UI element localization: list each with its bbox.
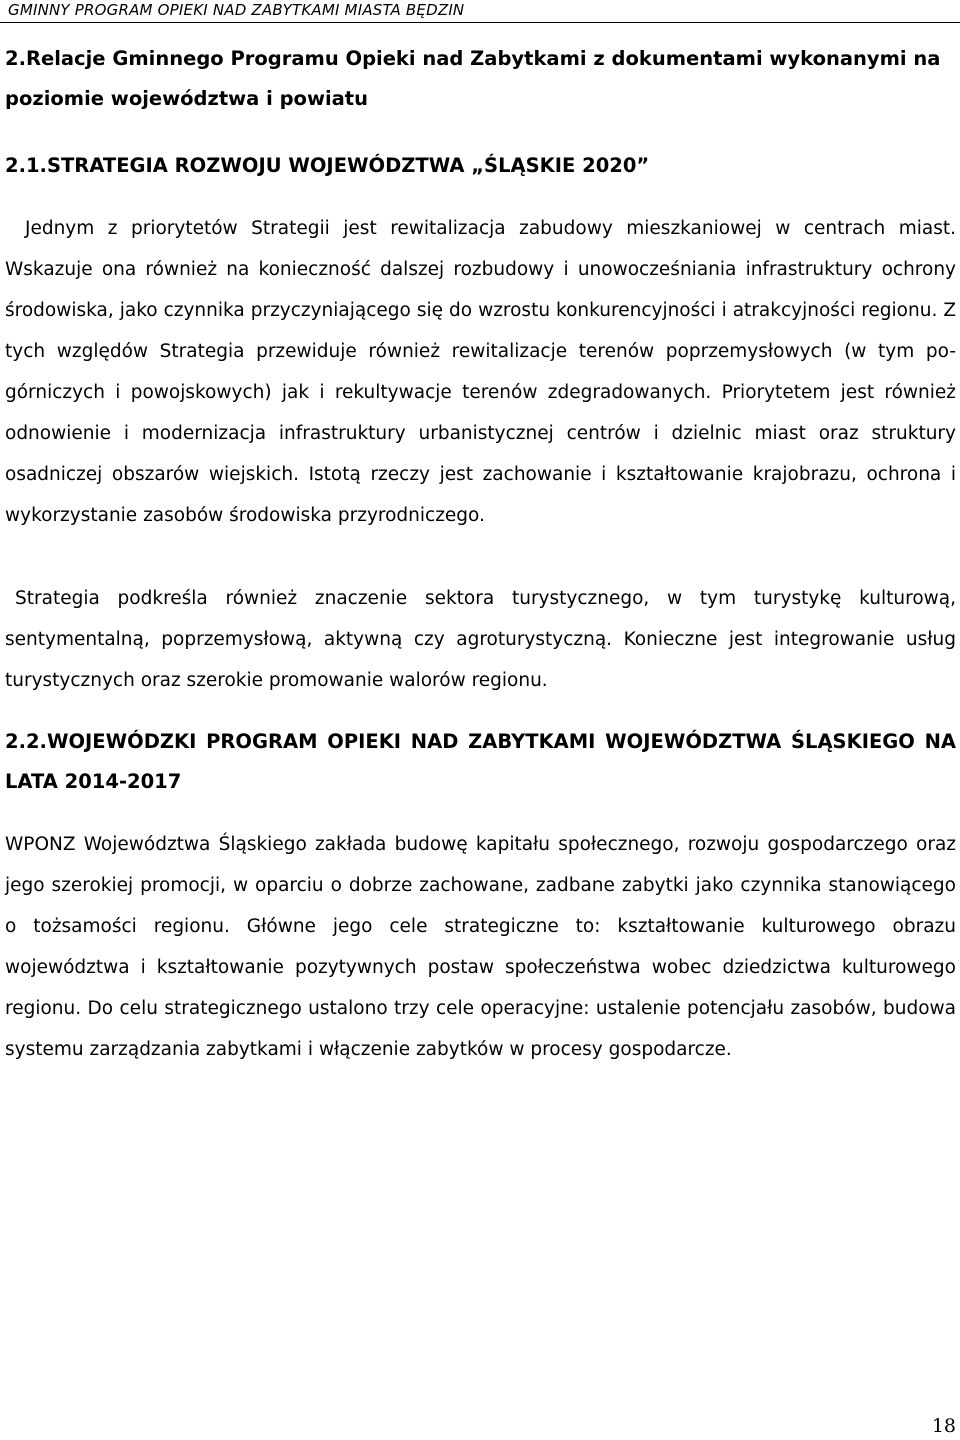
page-number: 18 <box>931 1415 956 1437</box>
section-2-2-paragraph-1: WPONZ Województwa Śląskiego zakłada budowę kapitału społecznego, rozwoju gospodarczego oraz jego szerokiej promocji, w oparciu o dobrze zachowane, zadbane zabytki jako czynnika stanowiącego o tożsamości regionu. Główne jego cele strategiczne to: kształtowanie kulturowego obrazu województwa i kształtowanie pozytywnych postaw społeczeństwa wobec dziedzictwa kulturowego regionu. Do celu strategicznego ustalono trzy cele operacyjne: ustalenie potencjału zasobów, budowa systemu zarządzania zabytkami i włączenie zabytków w procesy gospodarcze. <box>5 834 956 1060</box>
section-2-1-paragraph-1: Jednym z priorytetów Strategii jest rewitalizacja zabudowy mieszkaniowej w centrach miast. Wskazuje ona również na konieczność dalszej rozbudowy i unowocześniania infrastruktury ochrony środowiska, jako czynnika przyczyniającego się do wzrostu konkurencyjności i atrakcyjności regionu. Z tych względów Strategia przewiduje również rewitalizacje terenów poprzemysłowych (w tym po-górniczych i powojskowych) jak i rekultywacje terenów zdegradowanych. Priorytetem jest również odnowienie i modernizacja infrastruktury urbanistycznej centrów i dzielnic miast oraz struktury osadniczej obszarów wiejskich. Istotą rzeczy jest zachowanie i kształtowanie krajobrazu, ochrona i wykorzystanie zasobów środowiska przyrodniczego. <box>5 218 956 526</box>
header-rule <box>0 22 960 23</box>
section-2-heading: 2.Relacje Gminnego Programu Opieki nad Zabytkami z dokumentami wykonanymi na poziomie województwa i powiatu <box>5 47 941 110</box>
section-2-1-heading: 2.1.STRATEGIA ROZWOJU WOJEWÓDZTWA „ŚLĄSKIE 2020” <box>5 154 650 177</box>
section-2-2-heading: 2.2.WOJEWÓDZKI PROGRAM OPIEKI NAD ZABYTKAMI WOJEWÓDZTWA ŚLĄSKIEGO NA LATA 2014-2017 <box>5 730 956 793</box>
running-header: GMINNY PROGRAM OPIEKI NAD ZABYTKAMI MIASTA BĘDZIN <box>8 1 465 19</box>
section-2-1-paragraph-2: Strategia podkreśla również znaczenie sektora turystycznego, w tym turystykę kulturową, sentymentalną, poprzemysłową, aktywną czy agroturystyczną. Konieczne jest integrowanie usług turystycznych oraz szerokie promowanie walorów regionu. <box>5 588 956 691</box>
